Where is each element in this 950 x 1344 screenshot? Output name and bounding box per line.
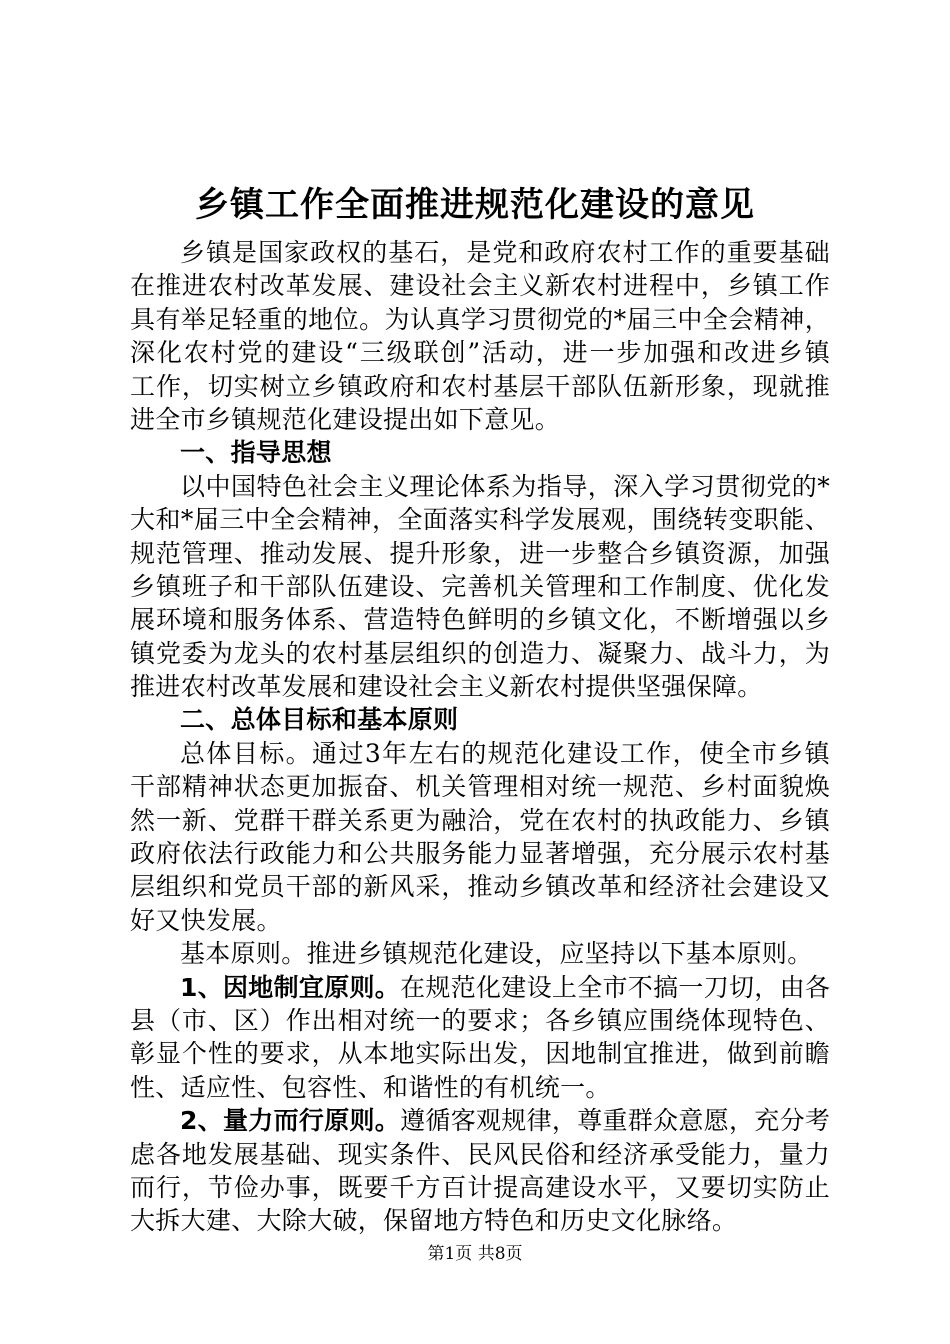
paragraph-line: 进全市乡镇规范化建设提出如下意见。 [130,404,561,434]
paragraph-line: 乡镇是国家政权的基石，是党和政府农村工作的重要基础 [180,238,830,267]
paragraph-line: 层组织和党员干部的新风采，推动乡镇改革和经济社会建设又 [130,872,830,902]
paragraph-line: 性、适应性、包容性、和谐性的有机统一。 [130,1072,611,1102]
section-heading: 一、指导思想 [180,438,332,468]
paragraph-line: 政府依法行政能力和公共服务能力显著增强，充分展示农村基 [130,839,830,869]
paragraph-line: 而行，节俭办事，既要千方百计提高建设水平，又要切实防止 [130,1172,830,1202]
paragraph-line: 大和*届三中全会精神，全面落实科学发展观，围绕转变职能、 [130,505,830,535]
paragraph-line: 乡镇班子和干部队伍建设、完善机关管理和工作制度、优化发 [130,571,830,601]
paragraph-line: 在推进农村改革发展、建设社会主义新农村进程中，乡镇工作 [130,271,830,301]
paragraph-line: 工作，切实树立乡镇政府和农村基层干部队伍新形象，现就推 [130,371,830,401]
paragraph-line: 虑各地发展基础、现实条件、民风民俗和经济承受能力，量力 [130,1139,830,1169]
paragraph-line: 总体目标。通过3年左右的规范化建设工作，使全市乡镇 [180,738,830,768]
paragraph-line: 好又快发展。 [130,905,282,935]
paragraph-line: 规范管理、推动发展、提升形象，进一步整合乡镇资源，加强 [130,538,830,568]
document-title: 乡镇工作全面推进规范化建设的意见 [195,185,755,225]
paragraph-line [130,971,830,1004]
paragraph-line: 大拆大建、大除大破，保留地方特色和历史文化脉络。 [130,1206,738,1236]
paragraph-line: 基本原则。推进乡镇规范化建设，应坚持以下基本原则。 [180,939,813,969]
paragraph-line: 深化农村党的建设“三级联创”活动，进一步加强和改进乡镇 [130,338,830,368]
principle-text: 在规范化建设上全市不搞一刀切，由各 [400,972,830,1002]
paragraph-line: 镇党委为龙头的农村基层组织的创造力、凝聚力、战斗力，为 [130,638,830,668]
paragraph-line: 展环境和服务体系、营造特色鲜明的乡镇文化，不断增强以乡 [130,605,830,635]
paragraph-line: 以中国特色社会主义理论体系为指导，深入学习贯彻党的* [180,471,830,501]
paragraph-line: 彰显个性的要求，从本地实际出发，因地制宜推进，做到前瞻 [130,1039,830,1069]
paragraph-line: 具有举足轻重的地位。为认真学习贯彻党的*届三中全会精神， [130,304,830,334]
section-heading: 二、总体目标和基本原则 [180,705,459,735]
document-body [130,236,830,1238]
principle-text: 遵循客观规律，尊重群众意愿，充分考 [400,1106,830,1136]
principle-label: 2、量力而行原则。 [180,1106,401,1136]
paragraph-line: 推进农村改革发展和建设社会主义新农村提供坚强保障。 [130,672,763,702]
paragraph-line: 然一新、党群干群关系更为融洽，党在农村的执政能力、乡镇 [130,805,830,835]
principle-label: 1、因地制宜原则。 [180,972,401,1002]
paragraph-line [130,1104,830,1137]
paragraph-line: 干部精神状态更加振奋、机关管理相对统一规范、乡村面貌焕 [130,772,830,802]
paragraph-line: 县（市、区）作出相对统一的要求；各乡镇应围绕体现特色、 [130,1005,830,1035]
page-number: 第1页 共8页 [427,1244,523,1264]
